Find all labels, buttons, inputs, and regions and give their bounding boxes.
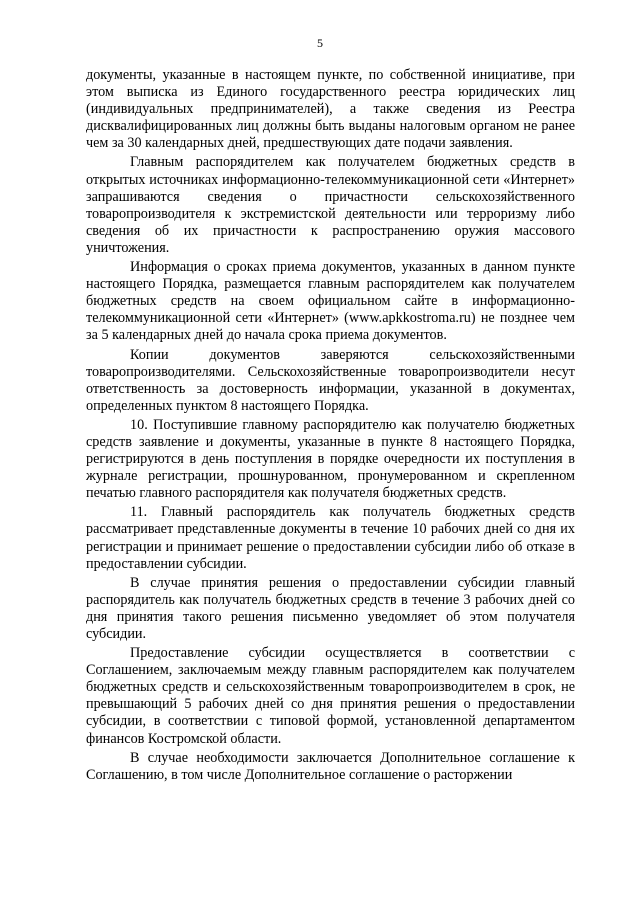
document-body: [86, 67, 575, 784]
paragraph-additional-agreement: В случае необходимости заключается Дополнительное соглашение к Соглашению, в том числе Дополнительное соглашение о расторжении: [86, 749, 575, 783]
paragraph-item-10: 10. Поступившие главному распорядителю как получателю бюджетных средств заявление и документы, указанные в пункте 8 настоящего Порядка, регистрируются в день поступления в порядке очередности их поступления в журнале регистрации, прошнурованном, пронумерованном и скрепленном печатью главного распорядителя как получателя бюджетных средств.: [86, 416, 575, 502]
paragraph-item-11: 11. Главный распорядитель как получатель бюджетных средств рассматривает представленные документы в течение 10 рабочих дней со дня их регистрации и принимает решение о предоставлении субсидии либо об отказе в предоставлении субсидии.: [86, 504, 575, 572]
page-number: 5: [317, 36, 323, 50]
paragraph-subsidy-agreement: Предоставление субсидии осуществляется в соответствии с Соглашением, заключаемым между главным распорядителем как получателем бюджетных средств и сельскохозяйственным товаропроизводителем в срок, не превышающий 5 рабочих дней со дня принятия решения о предоставлении субсидии, в соответствии с типовой формой, установленной департаментом финансов Костромской области.: [86, 645, 575, 747]
paragraph-decision-notice: В случае принятия решения о предоставлении субсидии главный распорядитель как получатель бюджетных средств в течение 3 рабочих дней со дня принятия такого решения письменно уведомляет об этом получателя субсидии.: [86, 574, 575, 642]
paragraph-continued: документы, указанные в настоящем пункте, по собственной инициативе, при этом выписка из Единого государственного реестра юридических лиц (индивидуальных предпринимателей), а также сведения из Реестра дисквалифицированных лиц должны быть выданы налоговым органом не ранее чем за 30 календарных дней, предшествующих дате подачи заявления.: [86, 67, 575, 152]
paragraph-deadline-info: Информация о сроках приема документов, указанных в данном пункте настоящего Порядка, размещается главным распорядителем как получателем бюджетных средств на своем официальном сайте в информационно-телекоммуникационной сети «Интернет» (www.apkkostroma.ru) не позднее чем за 5 календарных дней до начала срока приема документов.: [86, 259, 575, 344]
paragraph-open-sources-check: Главным распорядителем как получателем бюджетных средств в открытых источниках информационно-телекоммуникационной сети «Интернет» запрашиваются сведения о причастности сельскохозяйственного товаропроизводителя к экстремистской деятельности или терроризму либо сведения об их причастности к распространению оружия массового уничтожения.: [86, 154, 575, 256]
paragraph-document-copies: Копии документов заверяются сельскохозяйственными товаропроизводителями. Сельскохозяйственные товаропроизводители несут ответственность за достоверность информации, указанной в документах, определенных пунктом 8 настоящего Порядка.: [86, 346, 575, 414]
